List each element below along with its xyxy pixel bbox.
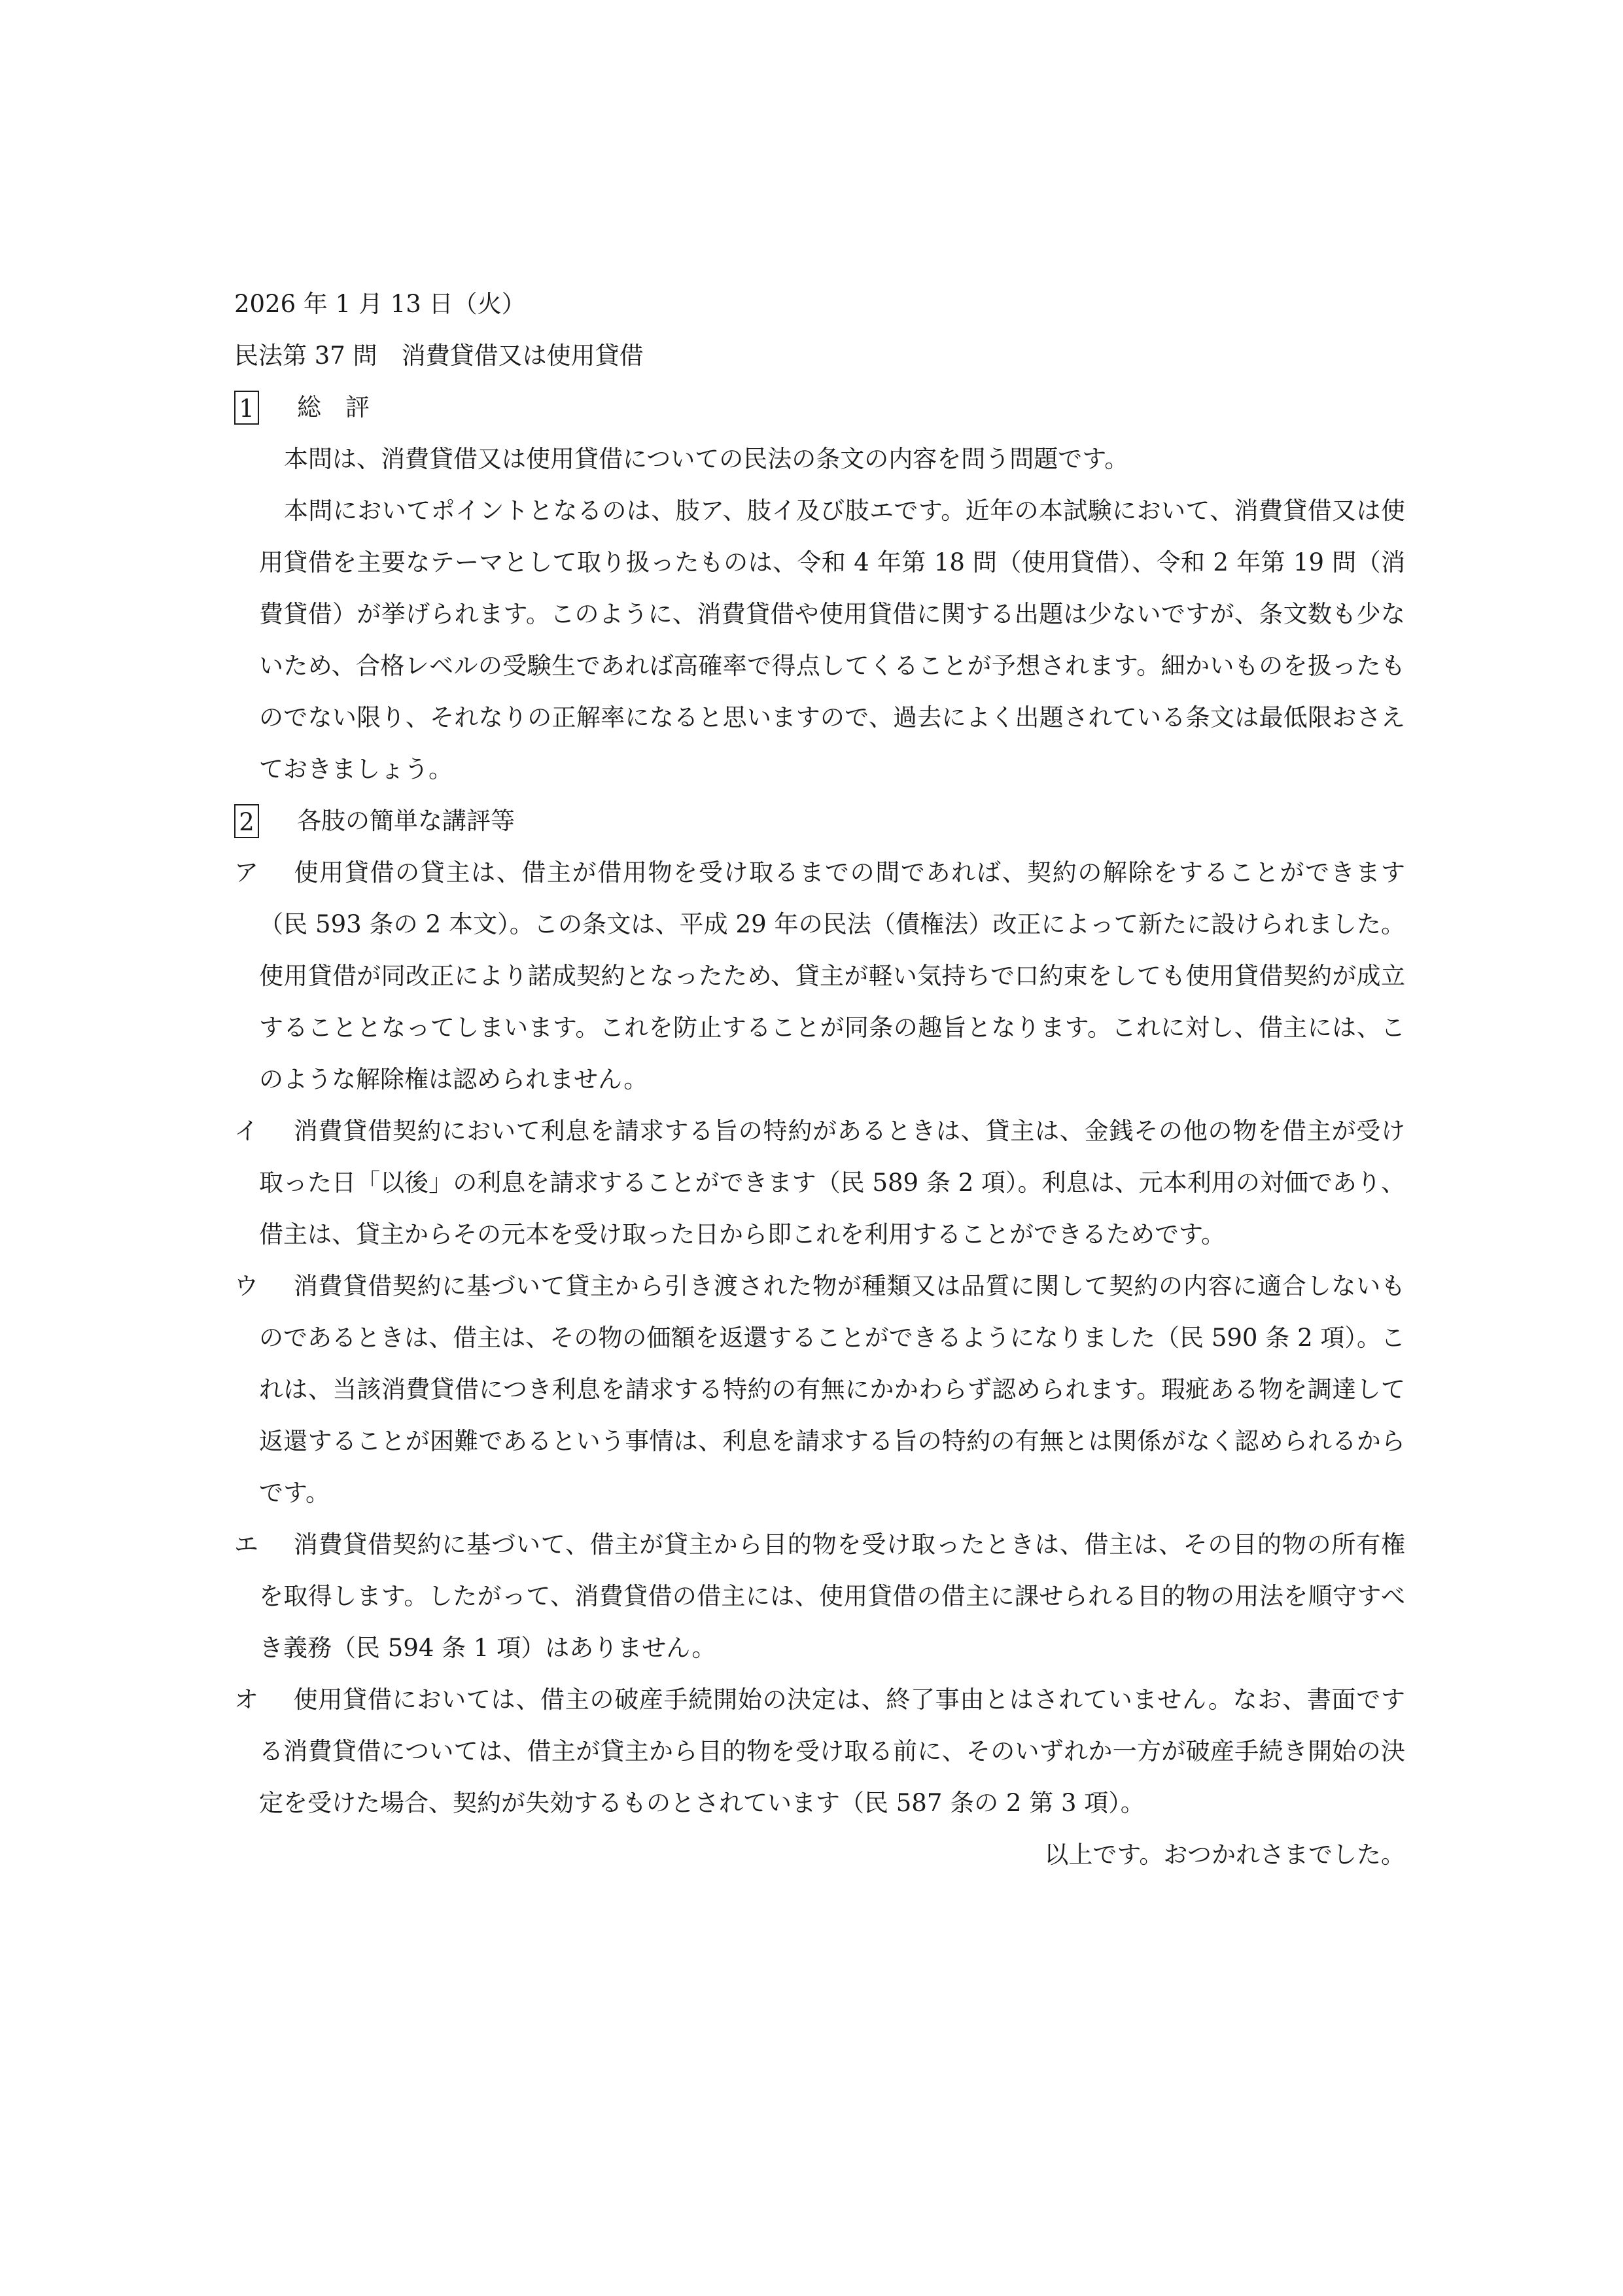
section-number-box: 2	[234, 804, 259, 838]
document-page	[234, 278, 1405, 1881]
option-item	[234, 1519, 1405, 1674]
document-title: 民法第 37 問 消費貸借又は使用貸借	[234, 342, 644, 370]
section-heading-options	[234, 795, 1405, 847]
option-item	[234, 1260, 1405, 1519]
closing-remark: 以上です。おつかれさまでした。	[1044, 1841, 1405, 1869]
option-text: 消費貸借契約に基づいて貸主から引き渡された物が種類又は品質に関して契約の内容に適合しないものであるときは、借主は、その物の価額を返還することができるようになりました（民 590 条 2 項）。これは、当該消費貸借につき利息を請求する特約の有無にかかわらず認められます。瑕疵ある物を調達して返還することが困難であるという事情は、利息を請求する旨の特約の有無とは関係がなく認められるからです。	[259, 1272, 1405, 1507]
option-text: 消費貸借契約に基づいて、借主が貸主から目的物を受け取ったときは、借主は、その目的物の所有権を取得します。したがって、消費貸借の借主には、使用貸借の借主に課せられる目的物の用法を順守すべき義務（民 594 条 1 項）はありません。	[259, 1530, 1405, 1662]
option-item	[234, 1674, 1405, 1829]
section-heading-label: 総 評	[297, 393, 370, 421]
option-label: ウ	[234, 1272, 258, 1300]
document-date: 2026 年 1 月 13 日（火）	[234, 290, 526, 318]
option-label: エ	[234, 1530, 258, 1559]
section-heading-overview	[234, 381, 1405, 433]
overview-paragraph: 本問においてポイントとなるのは、肢ア、肢イ及び肢エです。近年の本試験において、消費貸借又は使用貸借を主要なテーマとして取り扱ったものは、令和 4 年第 18 問（使用貸借）、令和 2 年第 19 問（消費貸借）が挙げられます。このように、消費貸借や使用貸借に関する出題は少ないですが、条文数も少ないため、合格レベルの受験生であれば高確率で得点してくることが予想されます。細かいものを扱ったものでない限り、それなりの正解率になると思いますので、過去によく出題されている条文は最低限おさえておきましょう。	[259, 497, 1405, 783]
option-text: 消費貸借契約において利息を請求する旨の特約があるときは、貸主は、金銭その他の物を借主が受け取った日「以後」の利息を請求することができます（民 589 条 2 項）。利息は、元本利用の対価であり、借主は、貸主からその元本を受け取った日から即これを利用することができるためです。	[259, 1117, 1405, 1248]
option-item	[234, 1105, 1405, 1260]
option-label: オ	[234, 1686, 258, 1714]
section-heading-label: 各肢の簡単な講評等	[297, 807, 515, 835]
overview-paragraph: 本問は、消費貸借又は使用貸借についての民法の条文の内容を問う問題です。	[284, 445, 1129, 473]
option-item	[234, 847, 1405, 1105]
option-text: 使用貸借においては、借主の破産手続開始の決定は、終了事由とはされていません。なお、書面でする消費貸借については、借主が貸主から目的物を受け取る前に、そのいずれか一方が破産手続き開始の決定を受けた場合、契約が失効するものとされています（民 587 条の 2 第 3 項）。	[259, 1686, 1405, 1817]
option-label: ア	[234, 858, 258, 887]
option-label: イ	[234, 1117, 258, 1145]
section-number-box: 1	[234, 391, 259, 425]
option-text: 使用貸借の貸主は、借主が借用物を受け取るまでの間であれば、契約の解除をすることができます（民 593 条の 2 本文）。この条文は、平成 29 年の民法（債権法）改正によって新たに設けられました。使用貸借が同改正により諾成契約となったため、貸主が軽い気持ちで口約束をしても使用貸借契約が成立することとなってしまいます。これを防止することが同条の趣旨となります。これに対し、借主には、このような解除権は認められません。	[259, 858, 1405, 1093]
